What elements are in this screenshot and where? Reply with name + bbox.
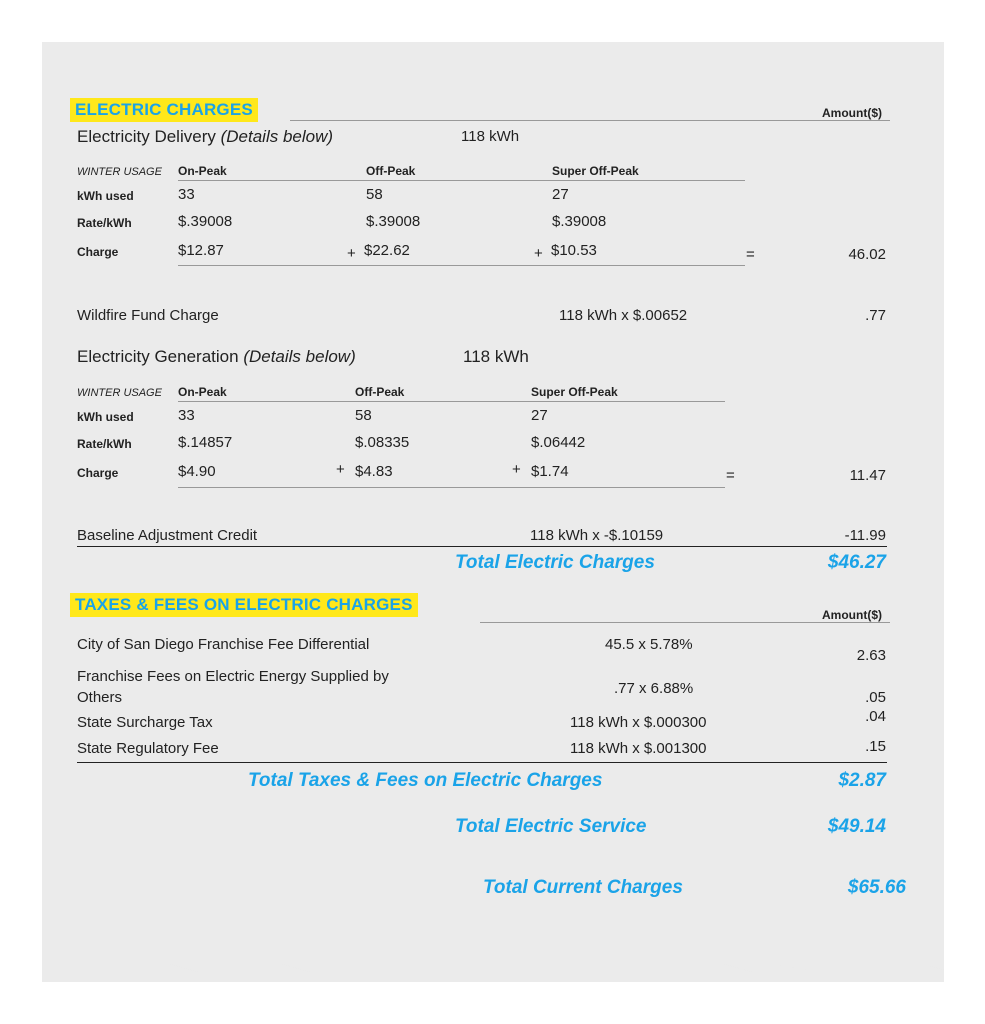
plus-sign: +: [534, 245, 543, 262]
delivery-col-superoff: Super Off-Peak: [552, 164, 639, 178]
generation-charge-superoff: $1.74: [531, 463, 569, 480]
tax-item-label: State Surcharge Tax: [77, 714, 213, 731]
delivery-rate-offpeak: $.39008: [366, 213, 421, 230]
delivery-charge-superoff: $10.53: [551, 242, 597, 259]
delivery-amount: 46.02: [848, 246, 886, 263]
generation-col-superoff: Super Off-Peak: [531, 385, 618, 399]
generation-row-charge: Charge: [77, 466, 119, 480]
torn-edge: [0, 930, 985, 1024]
plus-sign: +: [347, 245, 356, 262]
tax-item-amount: .05: [865, 689, 886, 706]
total-taxes-amount: $2.87: [838, 770, 886, 791]
generation-season: WINTER USAGE: [77, 387, 162, 399]
delivery-charge-offpeak: $22.62: [364, 242, 410, 259]
tax-item-amount: 2.63: [856, 647, 886, 664]
bill-paper: [42, 42, 944, 982]
plus-sign: +: [336, 461, 345, 478]
generation-rate-superoff: $.06442: [531, 434, 586, 451]
delivery-season: WINTER USAGE: [77, 166, 162, 178]
amount-header: Amount($): [822, 106, 882, 120]
delivery-rate-onpeak: $.39008: [178, 213, 233, 230]
generation-title: Electricity Generation (Details below): [77, 347, 356, 366]
total-electric-charges-amount: $46.27: [827, 552, 886, 573]
plus-sign: +: [512, 461, 521, 478]
delivery-kwh-offpeak: 58: [366, 186, 383, 203]
generation-kwh-offpeak: 58: [355, 407, 372, 424]
delivery-title: Electricity Delivery (Details below): [77, 127, 334, 146]
total-taxes-label: Total Taxes & Fees on Electric Charges: [248, 770, 603, 791]
tax-item-calc: 118 kWh x $.000300: [570, 714, 707, 731]
generation-rate-offpeak: $.08335: [355, 434, 410, 451]
delivery-kwh-superoff: 27: [552, 186, 569, 203]
tax-item-amount: .15: [865, 738, 886, 755]
baseline-amount: -11.99: [844, 527, 886, 544]
tax-item-label-cont: Others: [77, 689, 123, 706]
generation-kwh-superoff: 27: [531, 407, 548, 424]
generation-charge-onpeak: $4.90: [178, 463, 216, 480]
generation-kwh-onpeak: 33: [178, 407, 195, 424]
tax-item-label: City of San Diego Franchise Fee Differential: [77, 636, 370, 653]
equals-sign: =: [726, 467, 735, 484]
equals-sign: =: [746, 246, 755, 263]
taxes-header: TAXES & FEES ON ELECTRIC CHARGES: [70, 593, 418, 617]
total-current-charges-label: Total Current Charges: [483, 877, 683, 898]
tax-item-label: State Regulatory Fee: [77, 740, 219, 757]
delivery-rate-superoff: $.39008: [552, 213, 607, 230]
generation-col-onpeak: On-Peak: [178, 385, 227, 399]
total-electric-service-amount: $49.14: [827, 816, 886, 837]
delivery-row-rate: Rate/kWh: [77, 216, 132, 230]
wildfire-amount: .77: [865, 307, 886, 324]
delivery-col-onpeak: On-Peak: [178, 164, 227, 178]
wildfire-calc: 118 kWh x $.00652: [559, 307, 688, 324]
tax-item-amount: .04: [865, 708, 886, 725]
generation-amount: 11.47: [849, 467, 886, 484]
generation-col-offpeak: Off-Peak: [355, 385, 405, 399]
delivery-row-charge: Charge: [77, 245, 119, 259]
generation-kwh: 118 kWh: [463, 347, 529, 366]
tax-item-calc: 118 kWh x $.001300: [570, 740, 707, 757]
electric-charges-header: ELECTRIC CHARGES: [70, 98, 258, 122]
wildfire-label: Wildfire Fund Charge: [77, 307, 219, 324]
generation-row-kwh: kWh used: [77, 410, 134, 424]
generation-row-rate: Rate/kWh: [77, 437, 132, 451]
generation-rate-onpeak: $.14857: [178, 434, 233, 451]
tax-item-calc: 45.5 x 5.78%: [605, 636, 693, 653]
delivery-kwh-onpeak: 33: [178, 186, 195, 203]
delivery-row-kwh: kWh used: [77, 189, 134, 203]
baseline-label: Baseline Adjustment Credit: [77, 527, 258, 544]
amount-header: Amount($): [822, 608, 882, 622]
tax-item-calc: .77 x 6.88%: [614, 680, 694, 697]
baseline-calc: 118 kWh x -$.10159: [530, 527, 664, 544]
generation-charge-offpeak: $4.83: [355, 463, 393, 480]
delivery-kwh: 118 kWh: [461, 128, 520, 145]
tax-item-label: Franchise Fees on Electric Energy Supplied by: [77, 668, 389, 685]
delivery-col-offpeak: Off-Peak: [366, 164, 416, 178]
total-current-charges-amount: $65.66: [847, 877, 906, 898]
total-electric-service-label: Total Electric Service: [455, 816, 647, 837]
total-electric-charges-label: Total Electric Charges: [455, 552, 655, 573]
delivery-charge-onpeak: $12.87: [178, 242, 224, 259]
